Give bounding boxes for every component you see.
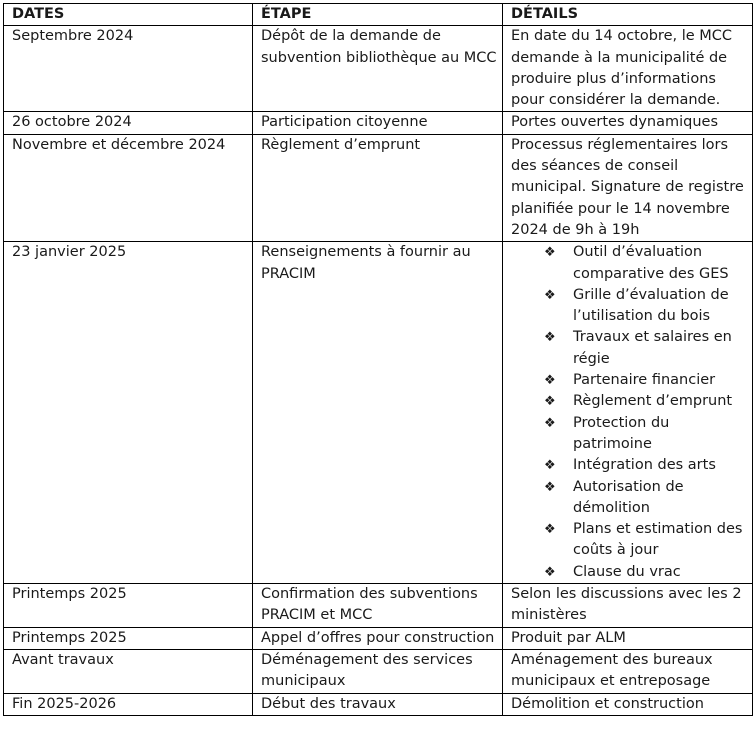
details-cell: Produit par ALM bbox=[503, 627, 753, 649]
bullet-text: Grille d’évaluation de l’utilisation du bois bbox=[573, 286, 729, 325]
bullet-text: Protection du patrimoine bbox=[573, 414, 670, 452]
bullet-item bbox=[544, 413, 748, 456]
bullet-item bbox=[544, 327, 748, 370]
diamond-bullet-icon: ❖ bbox=[544, 245, 556, 261]
diamond-bullet-icon: ❖ bbox=[544, 415, 556, 431]
date-cell: Fin 2025-2026 bbox=[4, 693, 253, 715]
table-row bbox=[4, 112, 753, 134]
bullet-text: Plans et estimation des coûts à jour bbox=[573, 521, 743, 559]
etape-cell: Appel d’offres pour construction bbox=[253, 627, 503, 649]
header-etape: ÉTAPE bbox=[253, 4, 503, 26]
etape-cell: Déménagement des services municipaux bbox=[253, 649, 503, 693]
date-cell: Septembre 2024 bbox=[4, 26, 253, 112]
bullet-text: Travaux et salaires en régie bbox=[573, 329, 732, 367]
etape-cell: Règlement d’emprunt bbox=[253, 134, 503, 241]
diamond-bullet-icon: ❖ bbox=[544, 564, 556, 580]
etape-cell: Renseignements à fournir au PRACIM bbox=[253, 242, 503, 584]
table-row bbox=[4, 584, 753, 628]
bullet-text: Partenaire financier bbox=[573, 372, 716, 389]
table-row bbox=[4, 693, 753, 715]
diamond-bullet-icon: ❖ bbox=[544, 522, 556, 538]
date-cell: 26 octobre 2024 bbox=[4, 112, 253, 134]
table-row bbox=[4, 134, 753, 241]
details-cell: Aménagement des bureaux municipaux et entreposage bbox=[503, 649, 753, 693]
date-cell: Novembre et décembre 2024 bbox=[4, 134, 253, 241]
bullet-item bbox=[544, 477, 748, 520]
details-cell: Selon les discussions avec les 2 ministères bbox=[503, 584, 753, 628]
etape-cell: Confirmation des subventions PRACIM et MCC bbox=[253, 584, 503, 628]
bullet-item bbox=[544, 285, 748, 328]
details-cell: En date du 14 octobre, le MCC demande à la municipalité de produire plus d’informations pour considérer la demande. bbox=[503, 26, 753, 112]
bullet-text: Autorisation de démolition bbox=[573, 478, 684, 516]
etape-cell: Début des travaux bbox=[253, 693, 503, 715]
table-header-row bbox=[4, 4, 753, 26]
table-row bbox=[4, 627, 753, 649]
schedule-table bbox=[3, 3, 753, 716]
header-dates: DATES bbox=[4, 4, 253, 26]
bullet-item bbox=[544, 391, 748, 412]
date-cell: Printemps 2025 bbox=[4, 584, 253, 628]
bullet-item bbox=[544, 242, 748, 285]
bullet-item bbox=[544, 370, 748, 391]
bullet-text: Clause du vrac bbox=[573, 563, 681, 580]
diamond-bullet-icon: ❖ bbox=[544, 479, 556, 495]
bullet-item bbox=[544, 562, 748, 583]
date-cell: Avant travaux bbox=[4, 649, 253, 693]
date-cell: Printemps 2025 bbox=[4, 627, 253, 649]
diamond-bullet-icon: ❖ bbox=[544, 373, 556, 389]
details-cell: Démolition et construction bbox=[503, 693, 753, 715]
details-cell bbox=[503, 242, 753, 584]
diamond-bullet-icon: ❖ bbox=[544, 287, 556, 303]
date-cell: 23 janvier 2025 bbox=[4, 242, 253, 584]
diamond-bullet-icon: ❖ bbox=[544, 394, 556, 410]
table-row bbox=[4, 26, 753, 112]
header-details: DÉTAILS bbox=[503, 4, 753, 26]
details-cell: Portes ouvertes dynamiques bbox=[503, 112, 753, 134]
bullet-item bbox=[544, 519, 748, 562]
details-bullet-list bbox=[511, 242, 748, 583]
table-row bbox=[4, 242, 753, 584]
bullet-text: Outil d’évaluation comparative des GES bbox=[573, 244, 729, 282]
bullet-text: Règlement d’emprunt bbox=[573, 393, 733, 410]
bullet-text: Intégration des arts bbox=[573, 457, 716, 474]
etape-cell: Dépôt de la demande de subvention bibliothèque au MCC bbox=[253, 26, 503, 112]
details-cell: Processus réglementaires lors des séances de conseil municipal. Signature de registre planifiée pour le 14 novembre 2024 de 9h à 19h bbox=[503, 134, 753, 241]
diamond-bullet-icon: ❖ bbox=[544, 458, 556, 474]
diamond-bullet-icon: ❖ bbox=[544, 330, 556, 346]
table-row bbox=[4, 649, 753, 693]
bullet-item bbox=[544, 455, 748, 476]
etape-cell: Participation citoyenne bbox=[253, 112, 503, 134]
